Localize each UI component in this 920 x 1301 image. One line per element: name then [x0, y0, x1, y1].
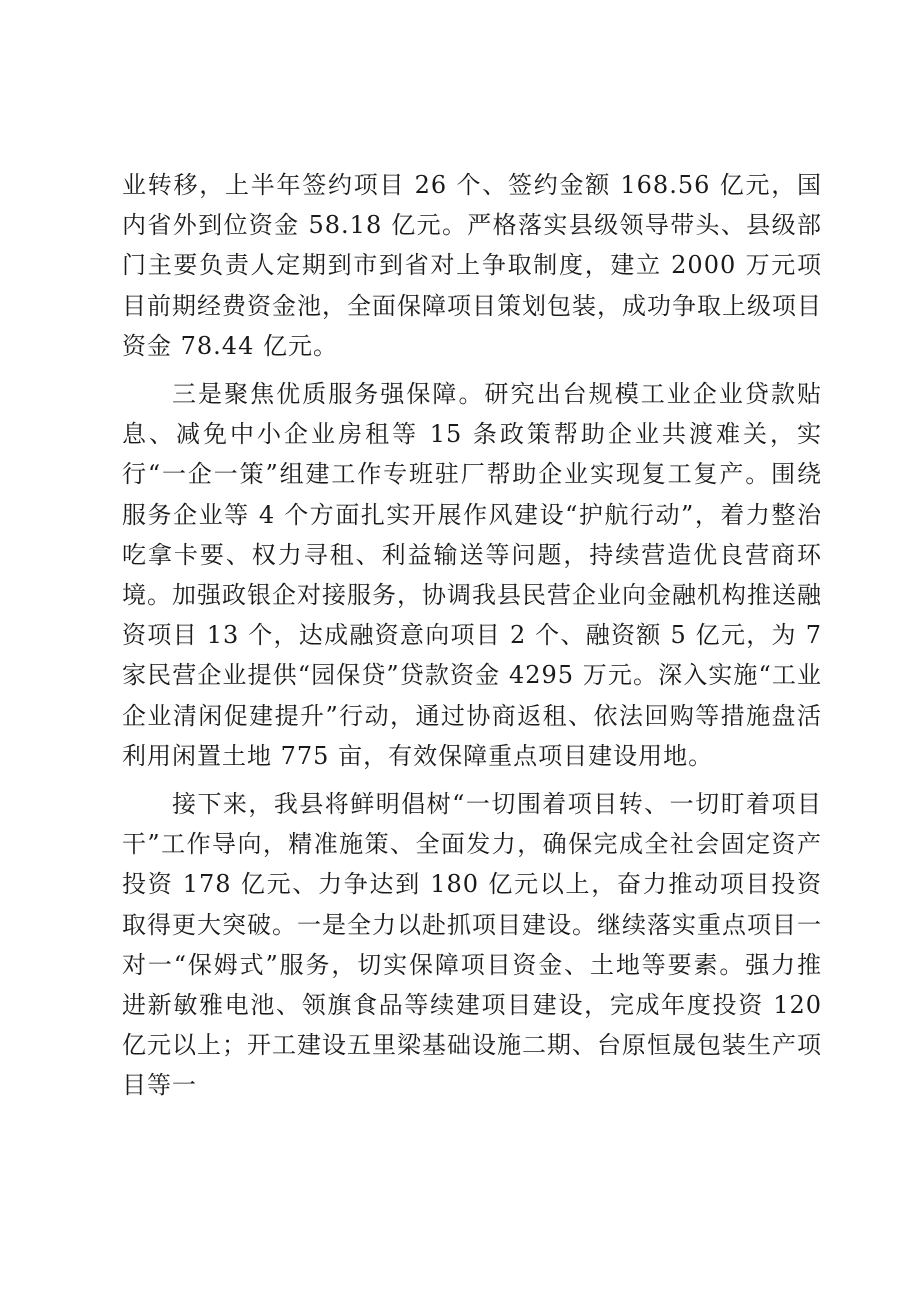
paragraph-service-guarantee: 三是聚焦优质服务强保障。研究出台规模工业企业贷款贴息、减免中小企业房租等 15 条政策帮助企业共渡难关，实行“一企一策”组建工作专班驻厂帮助企业实现复工复产。围绕服务企业等 4 个方面扎实开展作风建设“护航行动”，着力整治吃拿卡要、权力寻租、利益输送等问题，持续营造优良营商环境。加强政银企对接服务，协调我县民营企业向金融机构推送融资项目 13 个，达成融资意向项目 2 个、融资额 5 亿元，为 7 家民营企业提供“园保贷”贷款资金 4295 万元。深入实施“工业企业清闲促建提升”行动，通过协商返租、依法回购等措施盘活利用闲置土地 775 亩，有效保障重点项目建设用地。	[122, 380, 822, 770]
document-body	[122, 165, 822, 1106]
paragraph-next-steps: 接下来，我县将鲜明倡树“一切围着项目转、一切盯着项目干”工作导向，精准施策、全面发力，确保完成全社会固定资产投资 178 亿元、力争达到 180 亿元以上，奋力推动项目投资取得更大突破。一是全力以赴抓项目建设。继续落实重点项目一对一“保姆式”服务，切实保障项目资金、土地等要素。强力推进新敏雅电池、领旗食品等续建项目建设，完成年度投资 120 亿元以上；开工建设五里梁基础设施二期、台原恒晟包装生产项目等一	[122, 790, 822, 1100]
paragraph-funding: 业转移，上半年签约项目 26 个、签约金额 168.56 亿元，国内省外到位资金 58.18 亿元。严格落实县级领导带头、县级部门主要负责人定期到市到省对上争取制度，建立 2000 万元项目前期经费资金池，全面保障项目策划包装，成功争取上级项目资金 78.44 亿元。	[122, 171, 822, 360]
